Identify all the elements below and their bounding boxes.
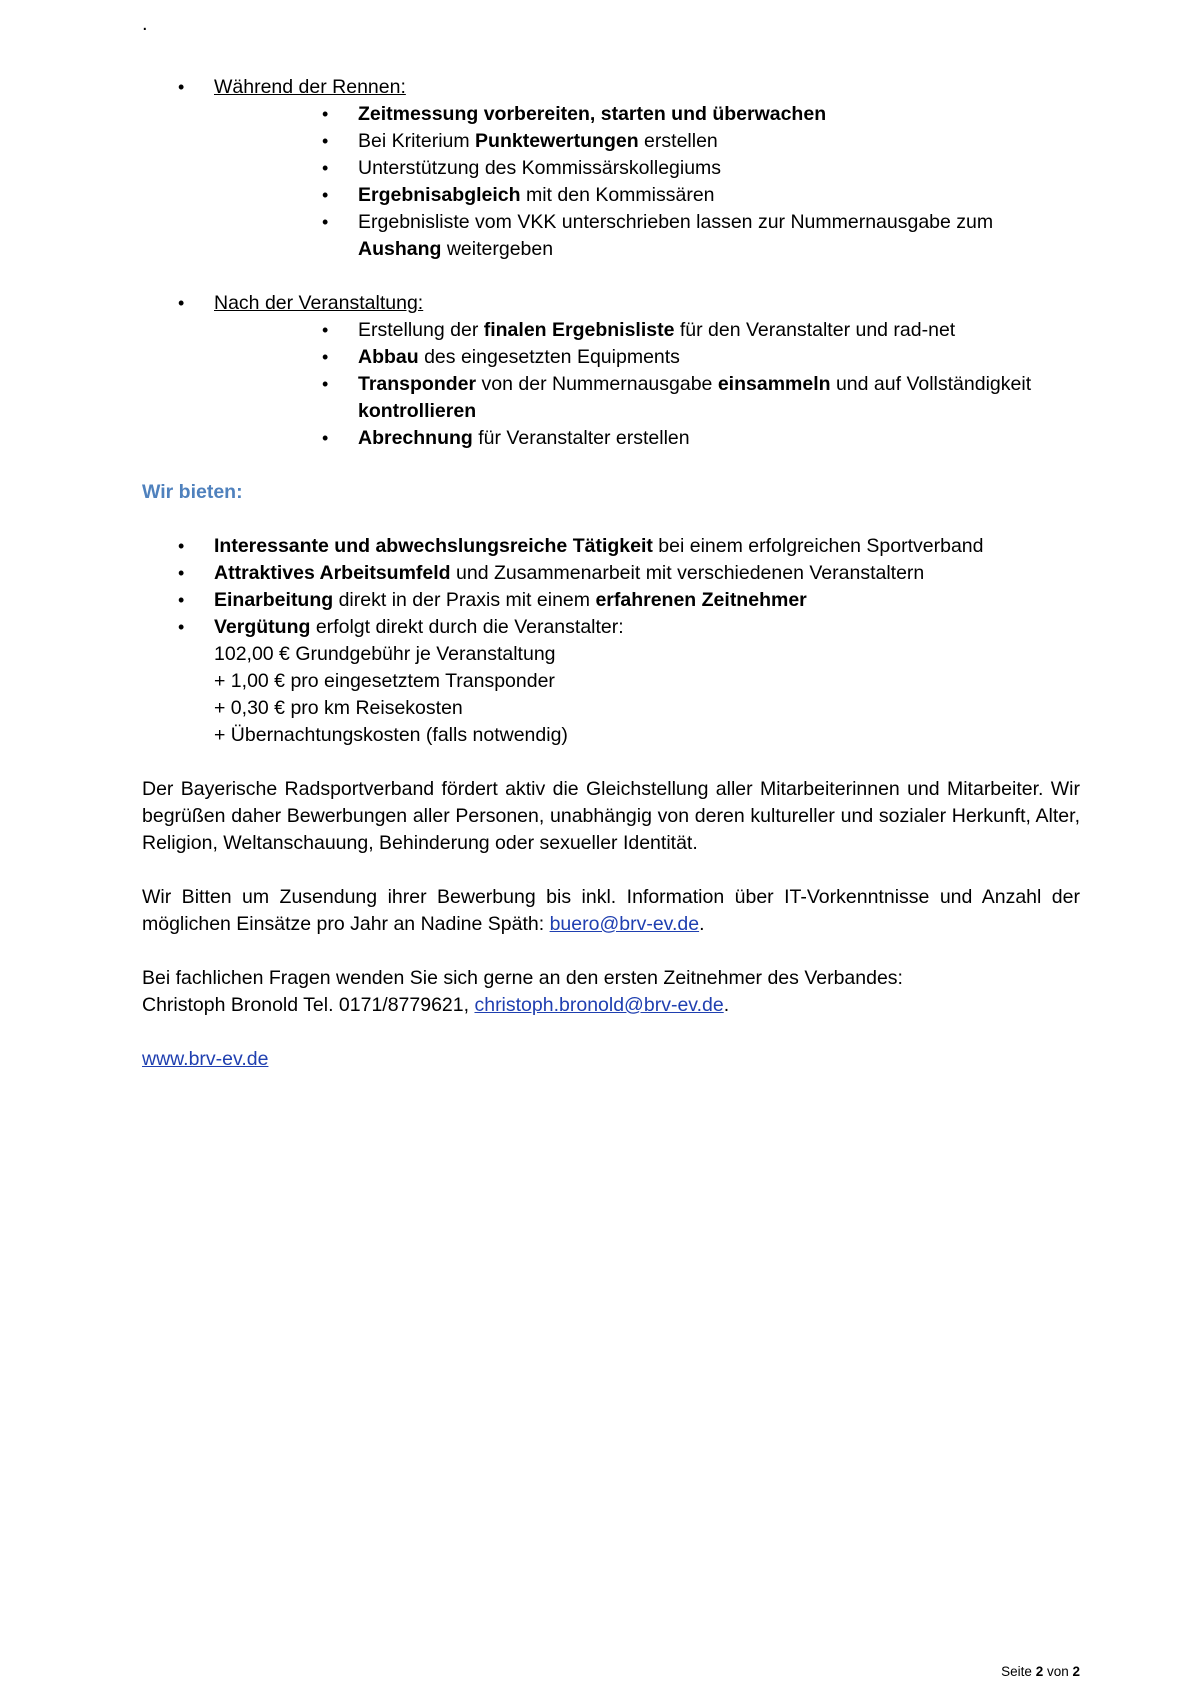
list-item [214, 209, 1080, 263]
application-paragraph [142, 884, 1080, 938]
punctuation: . [699, 913, 705, 935]
spacer [142, 263, 1080, 290]
item-bold: finalen Ergebnisliste [483, 319, 675, 341]
equality-paragraph: Der Bayerische Radsportverband fördert aktiv die Gleichstellung aller Mitarbeiterinnen und Mitarbeiter. Wir begrüßen daher Bewerbungen aller Personen, unabhängig von deren kultureller und sozialer Herkunft, Alter, Religion, Weltanschauung, Behinderung oder sexueller Identität. [142, 778, 1080, 854]
spacer [142, 938, 1080, 965]
item-bold: erfahrenen Zeitnehmer [595, 589, 807, 611]
during-race-heading: Während der Rennen: [214, 76, 406, 98]
contact-paragraph [142, 965, 1080, 1019]
item-bold: Attraktives Arbeitsumfeld [214, 562, 451, 584]
list-item [214, 317, 1080, 344]
item-text: weitergeben [441, 238, 554, 260]
payment-line: + 0,30 € pro km Reisekosten [214, 697, 463, 719]
document-content [142, 74, 1080, 1073]
item-bold: Abbau [358, 346, 419, 368]
during-race-list [214, 101, 1080, 263]
spacer [142, 1019, 1080, 1046]
item-text: des eingesetzten Equipments [418, 346, 680, 368]
list-item [142, 560, 1080, 587]
application-text: Wir Bitten um Zusendung ihrer Bewerbung bis inkl. Information über IT-Vorkenntnisse und Anzahl der möglichen Einsätze pro Jahr an Nadine Späth: [142, 886, 1080, 935]
item-text: mit den Kommissären [520, 184, 715, 206]
footer-text: von [1043, 1664, 1073, 1679]
item-text: Ergebnisliste vom VKK unterschrieben lassen zur Nummernausgabe zum [358, 211, 994, 233]
item-text: für den Veranstalter und rad-net [674, 319, 956, 341]
item-text: und Zusammenarbeit mit verschiedenen Veranstaltern [450, 562, 925, 584]
list-item [214, 371, 1080, 425]
item-text: von der Nummernausgabe [476, 373, 718, 395]
item-bold: kontrollieren [358, 400, 477, 422]
list-item [214, 344, 1080, 371]
list-item [214, 155, 1080, 182]
payment-line: + 1,00 € pro eingesetztem Transponder [214, 670, 555, 692]
list-item [214, 182, 1080, 209]
payment-line: + Übernachtungskosten (falls notwendig) [214, 724, 568, 746]
top-mark: . [142, 13, 148, 35]
after-event-item [142, 290, 1080, 452]
spacer [142, 749, 1080, 776]
item-bold: Einarbeitung [214, 589, 334, 611]
item-bold: Aushang [358, 238, 442, 260]
total-page-count: 2 [1072, 1664, 1080, 1679]
website-link[interactable]: www.brv-ev.de [142, 1048, 269, 1070]
current-page-number: 2 [1035, 1664, 1044, 1679]
contact-person: Christoph Bronold Tel. 0171/8779621, [142, 994, 475, 1016]
item-bold: Zeitmessung vorbereiten, starten und überwachen [358, 103, 827, 125]
item-text: für Veranstalter erstellen [472, 427, 690, 449]
list-item [214, 425, 1080, 452]
during-race-section [142, 74, 1080, 263]
offer-list [142, 533, 1080, 749]
after-event-section [142, 290, 1080, 452]
payment-line: 102,00 € Grundgebühr je Veranstaltung [214, 643, 556, 665]
list-item [214, 101, 1080, 128]
item-text: erstellen [638, 130, 718, 152]
page-footer [1001, 1664, 1080, 1680]
item-text: Bei Kriterium [358, 130, 476, 152]
punctuation: . [723, 994, 730, 1016]
footer-text: Seite [1001, 1664, 1036, 1679]
item-text: Erstellung der [358, 319, 484, 341]
item-bold: Vergütung [214, 616, 311, 638]
item-bold: Transponder [358, 373, 477, 395]
item-text: und auf Vollständigkeit [830, 373, 1032, 395]
application-email-link[interactable]: buero@brv-ev.de [549, 913, 700, 935]
item-text: erfolgt direkt durch die Veranstalter: [310, 616, 624, 638]
item-bold: Abrechnung [358, 427, 473, 449]
item-text: Unterstützung des Kommissärskollegiums [358, 157, 722, 179]
spacer [142, 452, 1080, 479]
after-event-heading: Nach der Veranstaltung: [214, 292, 424, 314]
offer-title: Wir bieten: [142, 481, 243, 503]
item-bold: einsammeln [717, 373, 831, 395]
item-bold: Punktewertungen [475, 130, 639, 152]
list-item [142, 587, 1080, 614]
after-event-list [214, 317, 1080, 452]
list-item [142, 533, 1080, 560]
item-bold: Ergebnisabgleich [358, 184, 521, 206]
item-bold: Interessante und abwechslungsreiche Tätigkeit [214, 535, 653, 557]
contact-email-link[interactable]: christoph.bronold@brv-ev.de [474, 994, 724, 1016]
item-text: direkt in der Praxis mit einem [333, 589, 596, 611]
payment-item [142, 614, 1080, 749]
list-item [214, 128, 1080, 155]
website-paragraph [142, 1046, 1080, 1073]
spacer [142, 857, 1080, 884]
during-race-item [142, 74, 1080, 263]
contact-intro: Bei fachlichen Fragen wenden Sie sich gerne an den ersten Zeitnehmer des Verbandes: [142, 967, 903, 989]
spacer [142, 506, 1080, 533]
item-text: bei einem erfolgreichen Sportverband [652, 535, 984, 557]
